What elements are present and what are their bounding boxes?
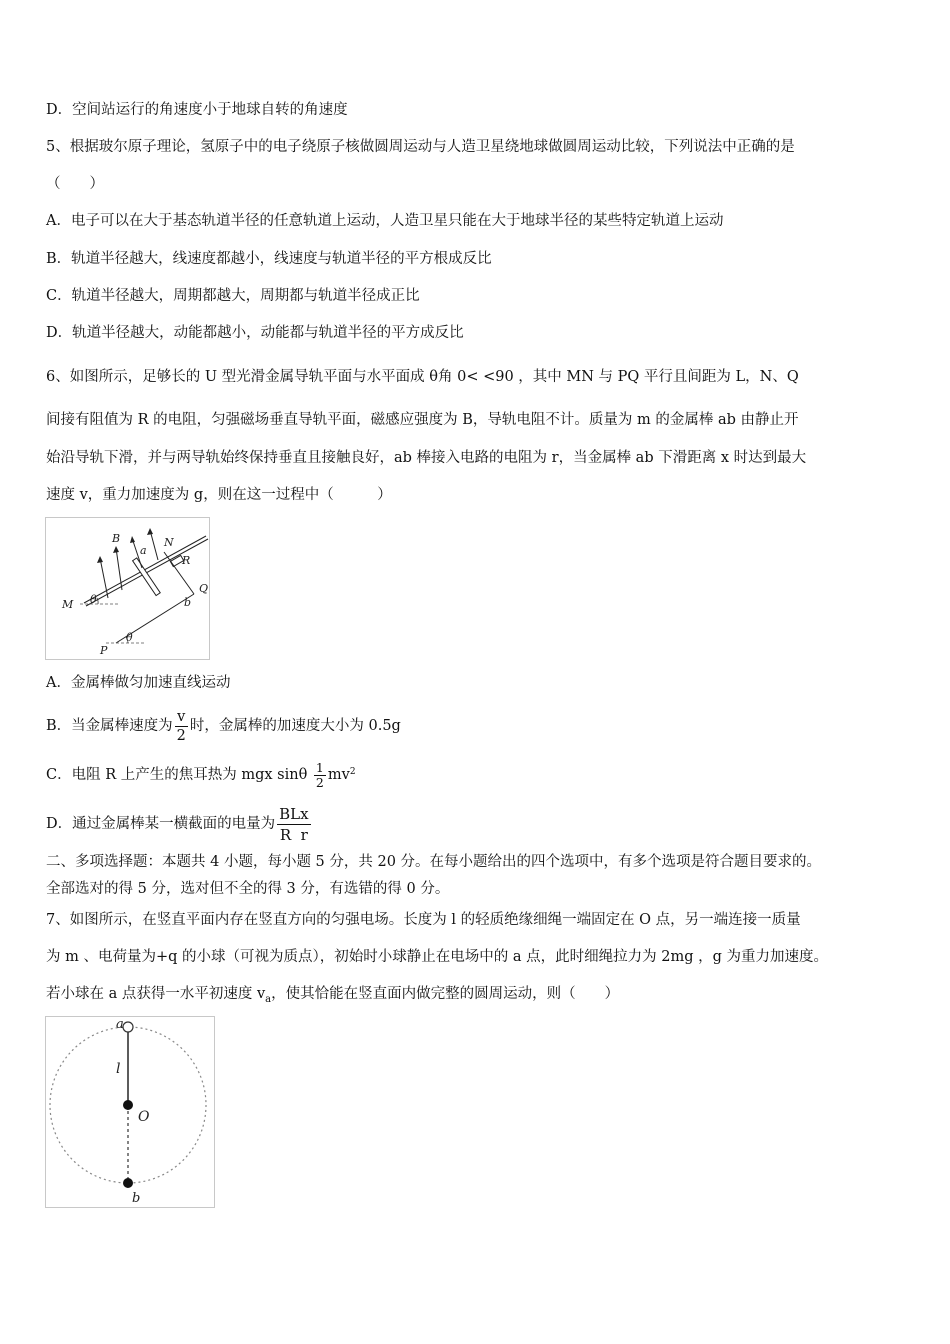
q5-option-b: B．轨道半径越大，线速度都越小，线速度与轨道半径的平方根成反比 xyxy=(46,251,492,267)
q6-stem-line3: 始沿导轨下滑，并与两导轨始终保持垂直且接触良好，ab 棒接入电路的电阻为 r，当金属棒 ab 下滑距离 x 时达到最大 xyxy=(46,450,807,466)
q7-stem-line3 xyxy=(46,984,619,1010)
b-field-line-4 xyxy=(150,530,158,560)
label-o: O xyxy=(138,1109,150,1125)
q6-option-c-prefix: C．电阻 R 上产生的焦耳热为 mgx sinθ xyxy=(46,767,308,783)
label-m: M xyxy=(62,598,74,611)
fraction-blx-over-r-r xyxy=(277,804,310,845)
b-arrowhead-4 xyxy=(147,528,153,535)
label-p: P xyxy=(100,644,108,657)
label-b: b xyxy=(132,1191,141,1206)
label-theta-lower: θ xyxy=(126,631,133,644)
label-r: R xyxy=(182,554,191,567)
q6-stem-line1: 6、如图所示，足够长的 U 型光滑金属导轨平面与水平面成 θ角 0< <90 ，其中 MN 与 PQ 平行且间距为 L，N、Q xyxy=(46,369,799,385)
fraction-denominator: 2 xyxy=(176,727,186,744)
b-arrowhead-1 xyxy=(97,556,103,563)
section2-heading-line1: 二、多项选择题：本题共 4 小题，每小题 5 分，共 20 分。在每小题给出的四个选项中，有多个选项是符合题目要求的。 xyxy=(46,854,822,870)
subscript-a: a xyxy=(265,994,272,1005)
q6-option-d xyxy=(46,800,313,848)
q7-stem-line1: 7、如图所示，在竖直平面内存在竖直方向的匀强电场。长度为 l 的轻质绝缘细绳一端固定在 O 点，另一端连接一质量 xyxy=(46,912,801,928)
q6-option-b xyxy=(46,707,401,745)
label-b-field: B xyxy=(112,532,121,545)
b-arrowhead-2 xyxy=(113,546,119,553)
q6-option-d-prefix: D．通过金属棒某一横截面的电量为 xyxy=(46,816,276,832)
q7-stem-line3-suffix: ，使其恰能在竖直面内做完整的圆周运动，则（ ） xyxy=(271,986,620,1002)
q7-stem-line2: 为 m 、电荷量为+q 的小球（可视为质点），初始时小球静止在电场中的 a 点，此时细绳拉力为 2mg ，g 为重力加速度。 xyxy=(46,949,828,965)
fraction-one-half xyxy=(314,761,326,790)
rail-diagram xyxy=(46,518,209,659)
label-theta-upper: θ xyxy=(90,593,97,606)
section2-heading-line2: 全部选对的得 5 分，选对但不全的得 3 分，有选错的得 0 分。 xyxy=(46,881,450,897)
label-a: a xyxy=(116,1017,124,1032)
q5-stem-line1: 5、根据玻尔原子理论，氢原子中的电子绕原子核做圆周运动与人造卫星绕地球做圆周运动比较，下列说法中正确的是 xyxy=(46,139,795,155)
q4-option-d: D．空间站运行的角速度小于地球自转的角速度 xyxy=(46,102,348,118)
fraction-numerator: BLx xyxy=(279,804,309,823)
b-arrowhead-3 xyxy=(130,536,135,543)
q5-option-c: C．轨道半径越大，周期都越大，周期都与轨道半径成正比 xyxy=(46,288,420,304)
label-b: b xyxy=(184,596,192,609)
label-a: a xyxy=(140,544,147,557)
fraction-v-over-2 xyxy=(175,708,188,745)
ball-at-a xyxy=(123,1022,133,1032)
q6-stem-line4: 速度 v，重力加速度为 g，则在这一过程中（ ） xyxy=(46,487,392,503)
q6-stem-line2: 间接有阻值为 R 的电阻，匀强磁场垂直导轨平面，磁感应强度为 B，导轨电阻不计。质量为 m 的金属棒 ab 由静止开 xyxy=(46,412,799,428)
q5-option-a: A．电子可以在大于基态轨道半径的任意轨道上运动，人造卫星只能在大于地球半径的某些特定轨道上运动 xyxy=(46,213,724,229)
q6-option-b-suffix: 时，金属棒的加速度大小为 0.5g xyxy=(189,718,401,734)
q5-option-d: D．轨道半径越大，动能都越小，动能都与轨道半径的平方成反比 xyxy=(46,325,464,341)
q6-option-c-mv: mv xyxy=(327,767,350,783)
q5-stem-line2: （ ） xyxy=(46,176,104,192)
q6-option-b-prefix: B．当金属棒速度为 xyxy=(46,718,173,734)
fraction-denominator: 2 xyxy=(315,774,324,790)
q6-option-a: A．金属棒做匀加速直线运动 xyxy=(46,675,231,691)
fraction-denominator: R r xyxy=(279,825,308,844)
q7-stem-line3-prefix: 若小球在 a 点获得一水平初速度 v xyxy=(46,986,266,1002)
q6-option-c xyxy=(46,755,356,792)
q6-rail-figure xyxy=(45,517,210,660)
exponent-2: 2 xyxy=(349,767,356,777)
label-q: Q xyxy=(199,582,209,595)
q7-circle-figure xyxy=(45,1016,215,1208)
point-b xyxy=(123,1178,133,1188)
fraction-numerator: v xyxy=(175,708,188,727)
pivot-o xyxy=(123,1100,133,1110)
circle-diagram xyxy=(46,1017,214,1207)
label-n: N xyxy=(164,536,174,549)
fraction-numerator: 1 xyxy=(315,759,324,775)
label-l: l xyxy=(116,1061,121,1077)
